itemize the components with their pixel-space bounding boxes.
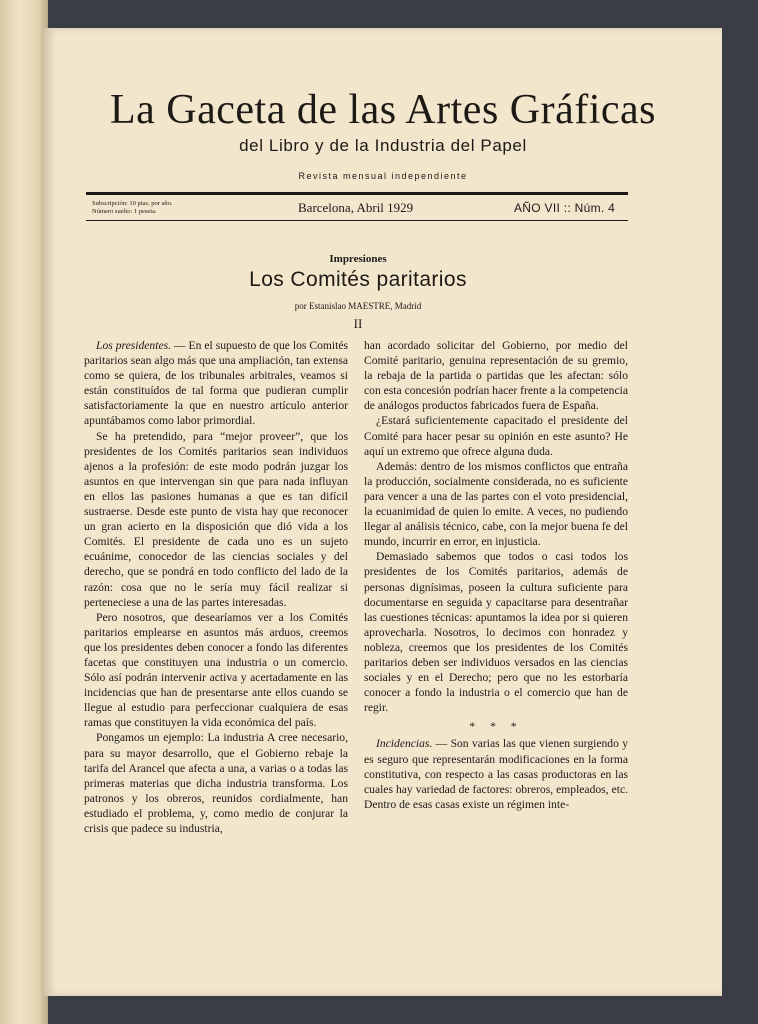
article-title: Los Comités paritarios <box>249 268 467 291</box>
paragraph-text: han acordado solicitar del Gobierno, por medio del Comité paritario, genuina representación de su gremio, la rebaja de la partida o partidas que les afectan: sólo con esta concesión podrían hacer frente a la competencia de análogos productos fabricados fuera de España. <box>364 339 628 413</box>
subscription-info <box>92 200 212 216</box>
masthead-title: La Gaceta de las Artes Gráficas <box>109 87 657 133</box>
article-paragraph <box>364 549 628 715</box>
right-column <box>364 338 628 812</box>
masthead-tagline: Revista mensual independiente <box>298 171 468 181</box>
journal-page <box>44 28 722 996</box>
article-byline: por Estanislao MAESTRE, Madrid <box>294 301 422 311</box>
article-paragraph <box>84 338 348 429</box>
article-paragraph <box>364 736 628 811</box>
article-paragraph <box>84 610 348 731</box>
article-paragraph <box>364 413 628 458</box>
paragraph-text: Se ha pretendido, para “mejor proveer”, que los presidentes de los Comités paritarios sean individuos ajenos a la profesión: de este modo podrán juzgar los asuntos en que intervengan sin que para nada influyan en ellos las pasiones humanas a que es tan difícil sustraerse. Desde este punto de vista hay que reconocer un gran acierto en la disposición que dió vida a los Comités. El presidente de cada uno es un sujeto ecuánime, conocedor de las ciencias sociales y del derecho, que se pondrá en todo conflicto del lado de la razón: cosa que no le sería muy fácil realizar si perteneciese a una de las partes interesadas. <box>84 429 348 609</box>
paragraph-text: — En el supuesto de que los Comités paritarios sean algo más que una ampliación, tan extensa como se quiera, de los tribunales arbitrales, veamos si están constituídos de tal forma que pudieran cumplir satisfactoriamente la que en nuestro artículo anterior apuntábamos como labor primordial. <box>84 339 348 428</box>
paragraph-text: ¿Estará suficientemente capacitado el presidente del Comité para hacer pesar su opinión en este asunto? He aquí un extremo que ofrece alguna duda. <box>364 414 628 458</box>
article-paragraph <box>84 730 348 836</box>
masthead-subtitle: del Libro y de la Industria del Papel <box>239 136 527 155</box>
paragraph-lead: Los presidentes. <box>96 339 171 352</box>
paragraph-lead: Incidencias. <box>376 737 433 751</box>
place-date: Barcelona, Abril 1929 <box>298 200 414 215</box>
paragraph-text: — Son varias las que vienen surgiendo y es seguro que representarán modificaciones en la forma constitutiva, con respecto a las casas productoras en las cuales hay variedad de factores: obreros, empleados, etc. Dentro de esas casas existe un régimen inte- <box>364 737 628 811</box>
paragraph-text: Además: dentro de los mismos conflictos que entraña la producción, socialmente considerada, no es suficiente para vencer a una de las partes con el voto presidencial, la ecuanimidad de quien lo emite. A veces, no pudiendo llegar al análisis técnico, cabe, con la mejor buena fe del mundo, incurrir en error, en injusticia. <box>364 459 628 549</box>
subscription-price: Subscripción: 10 ptas. por año. <box>92 200 173 207</box>
article-paragraph <box>364 338 628 413</box>
article-paragraph <box>364 459 628 550</box>
header-rule-top <box>86 192 628 195</box>
section-separator: * * * <box>469 720 523 734</box>
paragraph-text: Demasiado sabemos que todos o casi todos los presidentes de los Comités paritarios, además de personas dignísimas, poseen la cultura suficiente para documentarse en seguida y capacitarse para desentrañar las cuestiones técnicas: apuntamos la idea por si quieren aprovecharla. Nosotros, lo decimos con honradez y nobleza, creemos que los presidentes de los Comités paritarios deben ser individuos versados en las ciencias sociales y en el Derecho; pero que no les estorbaría conocer a fondo la industria o el comercio que han de regir. <box>364 550 628 715</box>
header-rule-bottom <box>86 220 628 221</box>
book-binding-edge <box>0 0 48 1024</box>
paragraph-text: Pero nosotros, que desearíamos ver a los Comités paritarios emplearse en asuntos más arduos, creemos que los presidentes deben conocer a fondo las diferentes facetas que constituyen una industria o un comercio. Sólo así podrán intervenir activa y acertadamente en las incidencias que han de presentarse ante ellos cuando se llegue al estudio para perfeccionar cualquiera de esas ramas que constituyen la vida económica del país. <box>84 610 348 730</box>
section-heading: Impresiones <box>329 253 387 265</box>
paragraph-text: Pongamos un ejemplo: La industria A cree necesario, para su mayor desarrollo, que el Gobierno rebaje la tarifa del Arancel que afecta a una, a varias o a todas las primeras materias que dicha industria transforma. Los patronos y los obreros, reunidos cordialmente, han estudiado el problema, y, como medio de conjurar la crisis que padece su industria, <box>84 731 348 835</box>
issue-number: AÑO VII :: Núm. 4 <box>514 201 616 215</box>
single-issue-price: Número suelto: 1 peseta. <box>92 208 157 215</box>
left-column <box>84 338 348 836</box>
article-part-number: II <box>353 316 363 331</box>
article-paragraph <box>84 429 348 610</box>
